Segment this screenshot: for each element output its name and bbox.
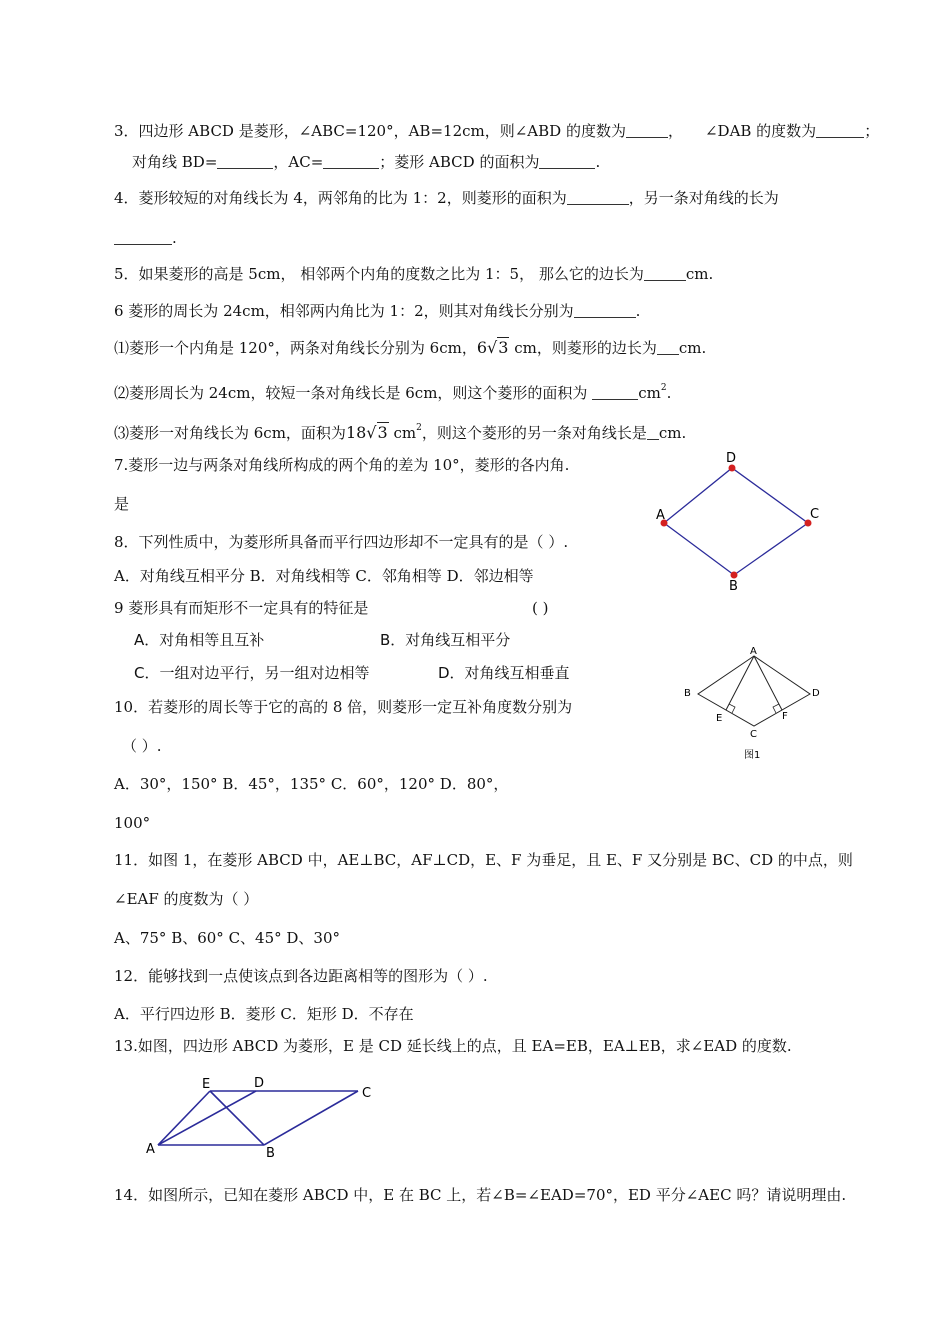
q4-line2 <box>114 227 177 249</box>
fig1-line-af <box>754 656 782 710</box>
q6-sub3-unit: cm <box>393 424 417 442</box>
q7-line2: 是 <box>114 495 130 513</box>
q6-sub1-blank[interactable] <box>657 338 679 355</box>
q3-text-end: . <box>595 153 601 171</box>
q13-figure <box>140 1070 390 1166</box>
q5-text-a: 5．如果菱形的高是 5cm， 相邻两个内角的度数之比为 1：5， 那么它的边长为 <box>114 265 644 283</box>
fig1-label-e: E <box>716 713 723 724</box>
q9-option-b: B．对角线互相平分 <box>380 631 511 649</box>
q11-line1: 11．如图 1，在菱形 ABCD 中，AE⊥BC，AF⊥CD，E、F 为垂足，且 E、F 又分别是 BC、CD 的中点，则 <box>114 851 853 869</box>
rhombus-label-b: B <box>729 579 738 594</box>
rhombus-label-d: D <box>726 451 737 466</box>
q6-sub1-text-a: ⑴菱形一个内角是 120°，两条对角线长分别为 6cm， <box>114 339 477 357</box>
rhombus-figure <box>650 448 830 594</box>
q9-option-c: C．一组对边平行，另一组对边相等 <box>134 664 370 682</box>
q8-stem: 8．下列性质中，为菱形所具备而平行四边形却不一定具有的是（ ）. <box>114 533 569 551</box>
q6-sub2-text-a: ⑵菱形周长为 24cm，较短一条对角线长是 6cm，则这个菱形的面积为 <box>114 384 588 402</box>
q10-options-cont: 100° <box>114 814 151 832</box>
rhombus-outline <box>664 468 808 575</box>
q9-paren: ( ) <box>532 599 549 617</box>
q6-text-b: . <box>635 302 641 320</box>
fig1-label-a: A <box>750 646 757 657</box>
q6-sub2-unit: cm <box>638 384 661 402</box>
q3-text-bd: 对角线 BD= <box>132 153 218 171</box>
q8-options: A．对角线互相平分 B．对角线相等 C．邻角相等 D．邻边相等 <box>114 567 534 585</box>
q12-stem: 12．能够找到一点使该点到各边距离相等的图形为（ ）. <box>114 967 488 985</box>
fig1-label-f: F <box>782 711 788 722</box>
fig1-label-d: D <box>812 688 820 699</box>
q3-line1 <box>114 120 879 142</box>
q3-blank-ac[interactable] <box>323 152 379 169</box>
q13-label-e: E <box>202 1077 211 1092</box>
q4-line1 <box>114 187 779 209</box>
q9-option-d: D．对角线互相垂直 <box>438 664 570 682</box>
q6-sub1-text-c: cm. <box>678 339 707 357</box>
q6-sub2-blank[interactable] <box>592 383 638 400</box>
q5-text-b: cm. <box>685 265 714 283</box>
q10-stem: 10．若菱形的周长等于它的高的 8 倍，则菱形一定互补角度数分别为 <box>114 698 573 716</box>
q3-blank-bd[interactable] <box>217 152 273 169</box>
q5-blank-side[interactable] <box>644 264 686 281</box>
q3-text-a: 3．四边形 ABCD 是菱形，∠ABC=120°，AB=12cm，则∠ABD 的度数为 <box>114 122 626 140</box>
q10-paren: （ ）. <box>122 737 162 755</box>
q9-option-a: A．对角相等且互补 <box>134 631 265 649</box>
fig1-caption: 图1 <box>744 750 761 761</box>
q13-line-eb <box>210 1091 264 1145</box>
q6-sub1-radical: 6√3 <box>476 338 509 357</box>
q6-sub3-text-a: ⑶菱形一对角线长为 6cm，面积为 <box>114 424 346 442</box>
q3-text-c: ∠DAB 的度数为 <box>704 122 817 140</box>
q14-stem: 14．如图所示，已知在菱形 ABCD 中，E 在 BC 上，若∠B=∠EAD=70°，ED 平分∠AEC 吗？请说明理由. <box>114 1186 847 1204</box>
q9-stem: 9 菱形具有而矩形不一定具有的特征是 <box>114 599 369 617</box>
rhombus-point-b <box>731 572 738 579</box>
q6-sub1-text-b: cm，则菱形的边长为 <box>514 339 657 357</box>
q3-text-b: ， <box>667 122 683 140</box>
rhombus-label-a: A <box>656 508 665 523</box>
q7-line1: 7.菱形一边与两条对角线所构成的两个角的差为 10°，菱形的各内角. <box>114 456 570 474</box>
rhombus-label-c: C <box>810 507 820 522</box>
q11-line2: ∠EAF 的度数为（ ） <box>114 890 259 908</box>
figure-1 <box>676 644 828 766</box>
q6-sub3-radical: 18√3 <box>345 423 388 442</box>
q3-blank-abd[interactable] <box>626 121 668 138</box>
q13-label-c: C <box>362 1086 372 1101</box>
q6-blank-diagonals[interactable] <box>574 301 636 318</box>
fig1-rhombus <box>698 656 810 726</box>
fig1-label-c: C <box>750 729 757 740</box>
q4-text-end: . <box>172 229 177 247</box>
q3-line2 <box>132 151 600 173</box>
q6-text-a: 6 菱形的周长为 24cm，相邻两内角比为 1：2，则其对角线长分别为 <box>114 302 574 320</box>
q3-text-ac: ，AC= <box>273 153 324 171</box>
q12-options: A．平行四边形 B．菱形 C．矩形 D．不存在 <box>114 1005 414 1023</box>
fig1-right-angle-f <box>773 704 779 713</box>
q4-blank-diagonal[interactable] <box>114 228 172 245</box>
q3-blank-area[interactable] <box>539 152 595 169</box>
q11-options: A、75° B、60° C、45° D、30° <box>114 929 341 947</box>
q4-blank-area[interactable] <box>567 188 629 205</box>
q13-label-d: D <box>254 1076 265 1091</box>
q6-sub3-blank[interactable] <box>647 423 659 440</box>
q13-side-bc <box>264 1091 358 1145</box>
q6-sub1 <box>114 337 706 359</box>
fig1-line-ae <box>726 656 754 710</box>
q13-stem: 13.如图，四边形 ABCD 为菱形，E 是 CD 延长线上的点，且 EA=EB，EA⊥EB，求∠EAD 的度数. <box>114 1037 792 1055</box>
q3-text-area: ；菱形 ABCD 的面积为 <box>379 153 540 171</box>
q6-main <box>114 300 640 322</box>
q5-line <box>114 263 713 285</box>
q10-options: A．30°，150° B．45°，135° C．60°，120° D．80°， <box>114 775 509 793</box>
q6-sub3: ⑶菱形一对角线长为 6cm，面积为18√3 $cm^2$，则这个菱形的另一条对角线长是 cm. <box>114 423 687 442</box>
fig1-right-angle-e <box>729 704 735 713</box>
q4-text-a: 4．菱形较短的对角线长为 4，两邻角的比为 1：2，则菱形的面积为 <box>114 189 567 207</box>
q6-sub2: ⑵菱形周长为 24cm，较短一条对角线长是 6cm，则这个菱形的面积为 $cm^2$. <box>114 383 672 402</box>
q4-text-b: ，另一条对角线的长为 <box>628 189 779 207</box>
q13-line-ae <box>158 1091 210 1145</box>
q13-side-ad <box>158 1091 256 1145</box>
q3-text-d: ； <box>864 122 880 140</box>
q3-blank-dab[interactable] <box>816 121 864 138</box>
q13-label-a: A <box>146 1142 155 1157</box>
q13-label-b: B <box>266 1146 275 1161</box>
fig1-label-b: B <box>684 688 691 699</box>
